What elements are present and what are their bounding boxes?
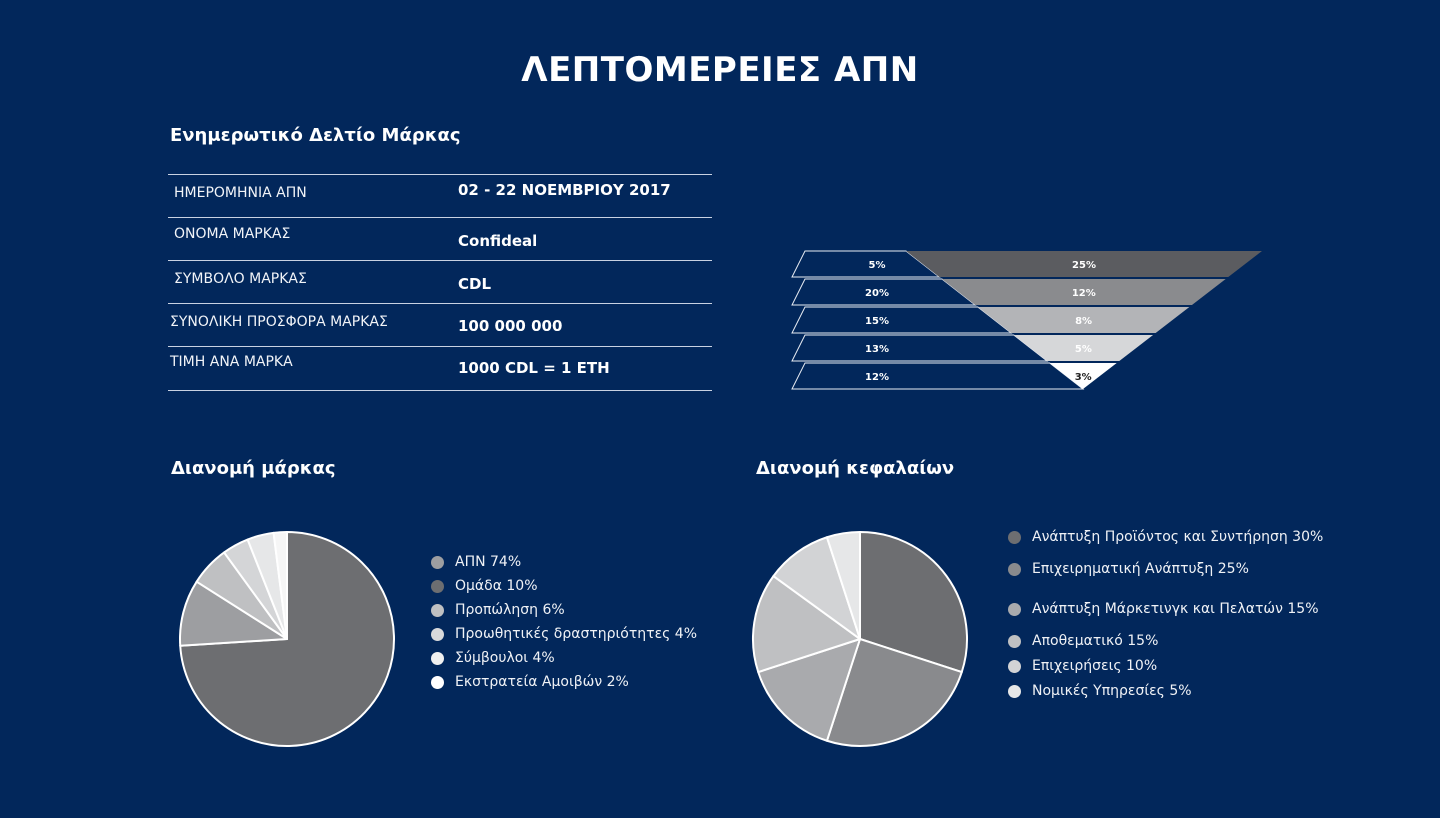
legend-item bbox=[431, 553, 731, 571]
row-value: CDL bbox=[458, 275, 492, 293]
legend-label: Ανάπτυξη Μάρκετινγκ και Πελατών 15% bbox=[1032, 601, 1319, 617]
token-distribution-pie bbox=[170, 522, 405, 757]
legend-label: Σύμβουλοι 4% bbox=[455, 650, 555, 666]
legend-dot-icon bbox=[431, 628, 444, 641]
funnel-chart bbox=[780, 240, 1280, 400]
row-label: ΟΝΟΜΑ ΜΑΡΚΑΣ bbox=[174, 226, 291, 242]
legend-label: Ομάδα 10% bbox=[455, 578, 538, 594]
funnel-left-label: 12% bbox=[865, 372, 889, 383]
legend-dot-icon bbox=[431, 652, 444, 665]
legend-label: Εκστρατεία Αμοιβών 2% bbox=[455, 674, 629, 690]
legend-dot-icon bbox=[431, 556, 444, 569]
funnel-right-label: 12% bbox=[1071, 288, 1096, 299]
legend-dot-icon bbox=[431, 676, 444, 689]
table-row bbox=[168, 174, 712, 217]
fact-sheet-title: Ενημερωτικό Δελτίο Μάρκας bbox=[170, 125, 461, 146]
legend-label: Επιχειρήσεις 10% bbox=[1032, 658, 1158, 674]
funnel-left-label: 13% bbox=[865, 344, 889, 355]
row-value: 02 - 22 ΝΟΕΜΒΡΙΟΥ 2017 bbox=[458, 181, 671, 199]
table-row bbox=[168, 260, 712, 303]
legend-label: Ανάπτυξη Προϊόντος και Συντήρηση 30% bbox=[1032, 529, 1324, 545]
legend-label: ΑΠΝ 74% bbox=[455, 554, 522, 570]
legend-item bbox=[1008, 560, 1332, 578]
legend-item bbox=[1008, 632, 1332, 650]
page-title: ΛΕΠΤΟΜΕΡΕΙΕΣ ΑΠΝ bbox=[521, 50, 919, 90]
table-row bbox=[168, 303, 712, 346]
legend-item bbox=[1008, 528, 1332, 546]
funnel-right-label: 5% bbox=[1074, 344, 1092, 355]
token-distribution-title: Διανομή μάρκας bbox=[171, 458, 336, 479]
legend-item bbox=[1008, 657, 1332, 675]
row-label: ΤΙΜΗ ΑΝΑ ΜΑΡΚΑ bbox=[170, 354, 293, 370]
legend-item bbox=[431, 649, 731, 667]
legend-label: Επιχειρηματική Ανάπτυξη 25% bbox=[1032, 561, 1249, 577]
fund-distribution-legend bbox=[1008, 528, 1324, 700]
funnel-right-label: 8% bbox=[1075, 316, 1093, 327]
row-label: ΗΜΕΡΟΜΗΝΙΑ ΑΠΝ bbox=[174, 185, 307, 201]
legend-dot-icon bbox=[1008, 660, 1021, 673]
row-value: 100 000 000 bbox=[458, 317, 563, 335]
row-value: Confideal bbox=[458, 232, 538, 250]
funnel-left-label: 5% bbox=[868, 260, 886, 271]
legend-label: Προωθητικές δραστηριότητες 4% bbox=[455, 626, 698, 642]
table-row bbox=[168, 217, 712, 260]
legend-dot-icon bbox=[1008, 531, 1021, 544]
fund-distribution-title: Διανομή κεφαλαίων bbox=[756, 458, 955, 479]
token-distribution-legend bbox=[431, 553, 731, 697]
legend-dot-icon bbox=[1008, 603, 1021, 616]
table-row bbox=[168, 346, 712, 391]
funnel-right-label: 3% bbox=[1074, 372, 1092, 383]
row-label: ΣΥΝΟΛΙΚΗ ΠΡΟΣΦΟΡΑ ΜΑΡΚΑΣ bbox=[170, 314, 388, 330]
funnel-left-label: 20% bbox=[865, 288, 889, 299]
legend-item bbox=[1008, 600, 1332, 618]
legend-item bbox=[431, 625, 731, 643]
legend-dot-icon bbox=[431, 604, 444, 617]
funnel-level-outline bbox=[792, 363, 1083, 389]
legend-label: Νομικές Υπηρεσίες 5% bbox=[1032, 683, 1192, 699]
legend-item bbox=[431, 673, 731, 691]
row-value: 1000 CDL = 1 ETH bbox=[458, 359, 610, 377]
legend-item bbox=[431, 577, 731, 595]
legend-item bbox=[431, 601, 731, 619]
fact-sheet-table bbox=[168, 174, 712, 391]
funnel-level-outline bbox=[792, 307, 1011, 333]
legend-label: Προπώληση 6% bbox=[455, 602, 565, 618]
fund-distribution-pie bbox=[745, 522, 980, 757]
legend-dot-icon bbox=[1008, 635, 1021, 648]
legend-label: Αποθεματικό 15% bbox=[1032, 633, 1159, 649]
funnel-right-label: 25% bbox=[1072, 260, 1096, 271]
legend-dot-icon bbox=[1008, 563, 1021, 576]
legend-dot-icon bbox=[431, 580, 444, 593]
legend-dot-icon bbox=[1008, 685, 1021, 698]
funnel-left-label: 15% bbox=[865, 316, 889, 327]
row-label: ΣΥΜΒΟΛΟ ΜΑΡΚΑΣ bbox=[174, 271, 307, 287]
legend-item bbox=[1008, 682, 1332, 700]
funnel-level-outline bbox=[792, 335, 1047, 361]
